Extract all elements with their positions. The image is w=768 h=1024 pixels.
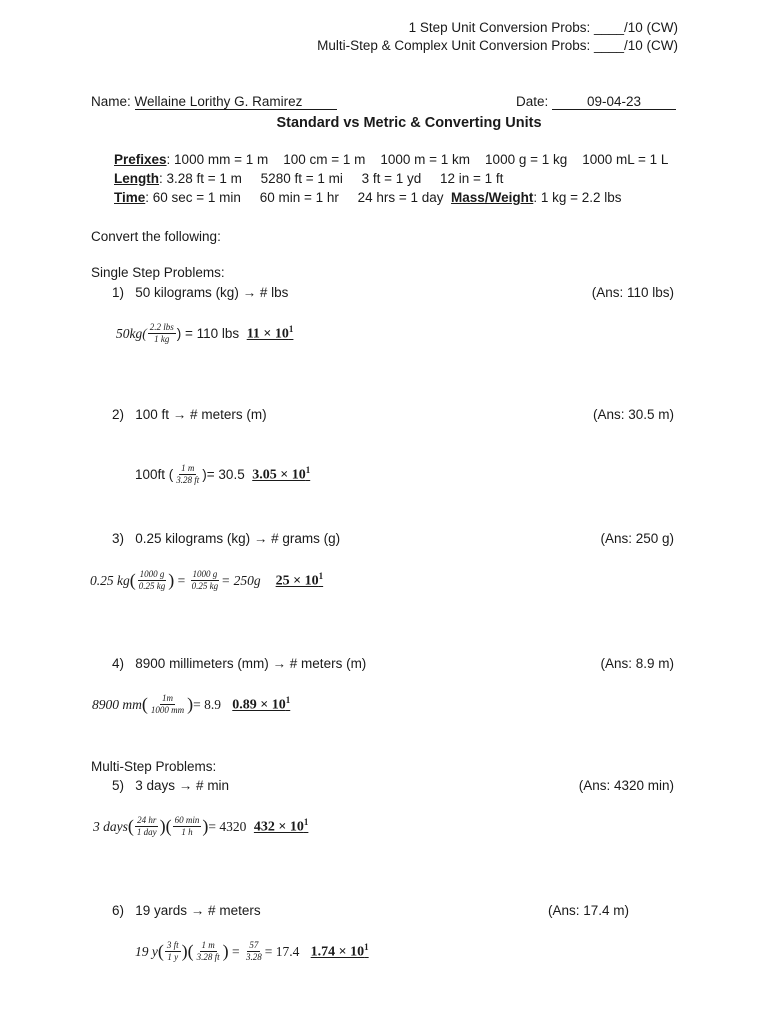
score-line-multi-step: Multi-Step & Complex Unit Conversion Probs: ____/10 (CW)	[317, 38, 678, 53]
prefixes-label: Prefixes	[114, 152, 167, 167]
time-label: Time	[114, 190, 146, 205]
prefixes-text: : 1000 mm = 1 m 100 cm = 1 m 1000 m = 1 km 1000 g = 1 kg 1000 mL = 1 L	[166, 152, 669, 167]
work-start: 19 y	[135, 943, 158, 959]
reference-time-mass	[114, 190, 622, 205]
work-start: 50kg(	[116, 325, 147, 341]
problem-3	[112, 531, 340, 546]
problem-5	[112, 778, 229, 793]
scientific-notation: $25 \times 10^1$	[275, 571, 324, 589]
work-result: )= 30.5	[202, 467, 245, 482]
date-row	[516, 94, 676, 110]
fraction: $\frac{3 ft}{1 y}$	[166, 940, 179, 962]
problem-text: 3 days → # min	[135, 778, 230, 793]
scientific-notation: $0.89 \times 10^1$	[232, 695, 291, 713]
work-result: ) = 110 lbs	[176, 326, 240, 341]
problem-number: 4)	[112, 656, 125, 671]
date-label: Date:	[516, 94, 549, 109]
work-2	[135, 463, 310, 486]
work-result: = 17.4	[264, 943, 300, 959]
work-start: 100ft (	[135, 467, 174, 482]
work-1	[116, 322, 293, 345]
mass-text: : 1 kg = 2.2 lbs	[533, 190, 622, 205]
mass-label: Mass/Weight	[451, 190, 534, 205]
single-step-heading: Single Step Problems:	[91, 265, 225, 280]
fraction: $\frac{57}{3.28}$	[246, 940, 262, 962]
scientific-notation: $1.74 \times 10^1$	[310, 942, 369, 960]
reference-length	[114, 171, 503, 186]
problem-4	[112, 656, 366, 671]
date-field: 09-04-23	[552, 95, 676, 110]
problem-number: 6)	[112, 903, 125, 918]
work-start: 0.25 kg	[90, 572, 130, 588]
work-result: = 4320	[208, 818, 247, 834]
work-start: 8900 mm	[92, 696, 142, 712]
answer-3: (Ans: 250 g)	[600, 531, 674, 546]
work-3: 0.25 kg ( $\frac{1000 g}{0.25 kg}$ ) = $\frac{1000 g}{0.25 kg}$ = 250g $25 \times 10^1$	[90, 569, 324, 591]
work-4: 8900 mm ( $\frac{1m}{1000 mm}$ ) = 8.9 $0.89 \times 10^1$	[92, 693, 291, 715]
instructions: Convert the following:	[91, 229, 221, 244]
problem-6	[112, 903, 261, 918]
work-6: 19 y ( $\frac{3 ft}{1 y}$ ) ( $\frac{1 m}{3.28 ft}$ ) = $\frac{57}{3.28}$ = 17.4 $1.74 \times 10^1$	[135, 940, 369, 962]
problem-1	[112, 285, 288, 300]
work-5: 3 days ( $\frac{24 hr}{\text{1 day}}$ ) ( $\frac{60 \min}{1 h}$ ) = 4320 $432 \times 10^1$	[93, 815, 309, 837]
answer-6: (Ans: 17.4 m)	[547, 903, 629, 918]
problem-text: 8900 millimeters (mm) → # meters (m)	[135, 656, 367, 671]
fraction: $\frac{60 \min}{1 h}$	[174, 815, 200, 837]
fraction: $\frac{\text{2.2 lbs}}{1 kg}$	[149, 322, 174, 344]
answer-1: (Ans: 110 lbs)	[591, 285, 674, 300]
problem-text: 0.25 kilograms (kg) → # grams (g)	[135, 531, 341, 546]
score-line-single-step: 1 Step Unit Conversion Probs: ____/10 (CW)	[408, 20, 678, 35]
multi-step-heading: Multi-Step Problems:	[91, 759, 217, 774]
answer-2: (Ans: 30.5 m)	[592, 407, 674, 422]
problem-number: 2)	[112, 407, 125, 422]
problem-number: 3)	[112, 531, 125, 546]
fraction: $\frac{1 m}{3.28 ft}$	[176, 463, 200, 485]
problem-number: 5)	[112, 778, 125, 793]
name-label: Name:	[91, 94, 131, 109]
problem-text: 100 ft → # meters (m)	[135, 407, 267, 422]
fraction: $\frac{1000 g}{0.25 kg}$	[138, 569, 166, 591]
work-result: = 250g	[221, 572, 261, 588]
fraction: $\frac{1 m}{3.28 ft}$	[196, 940, 220, 962]
name-row	[91, 94, 337, 110]
fraction: $\frac{1m}{1000 mm}$	[150, 693, 185, 715]
fraction: $\frac{1000 g}{0.25 kg}$	[191, 569, 219, 591]
answer-4: (Ans: 8.9 m)	[600, 656, 674, 671]
fraction: $\frac{24 hr}{\text{1 day}}$	[136, 815, 157, 837]
answer-5: (Ans: 4320 min)	[578, 778, 674, 793]
page-title: Standard vs Metric & Converting Units	[276, 115, 542, 131]
name-field: Wellaine Lorithy G. Ramirez	[135, 95, 337, 110]
problem-text: 19 yards → # meters	[135, 903, 261, 918]
length-label: Length	[114, 171, 159, 186]
scientific-notation: $11 \times 10^1$	[246, 324, 294, 342]
length-text: : 3.28 ft = 1 m 5280 ft = 1 mi 3 ft = 1 yd 12 in = 1 ft	[159, 171, 504, 186]
problem-text: 50 kilograms (kg) → # lbs	[135, 285, 289, 300]
time-text: : 60 sec = 1 min 60 min = 1 hr 24 hrs = 1 day	[145, 190, 452, 205]
work-result: = 8.9	[193, 696, 221, 712]
work-start: 3 days	[93, 818, 128, 834]
scientific-notation: $432 \times 10^1$	[253, 817, 309, 835]
scientific-notation: $3.05 \times 10^1$	[252, 465, 311, 483]
reference-prefixes	[114, 152, 668, 167]
problem-number: 1)	[112, 285, 125, 300]
problem-2	[112, 407, 267, 422]
